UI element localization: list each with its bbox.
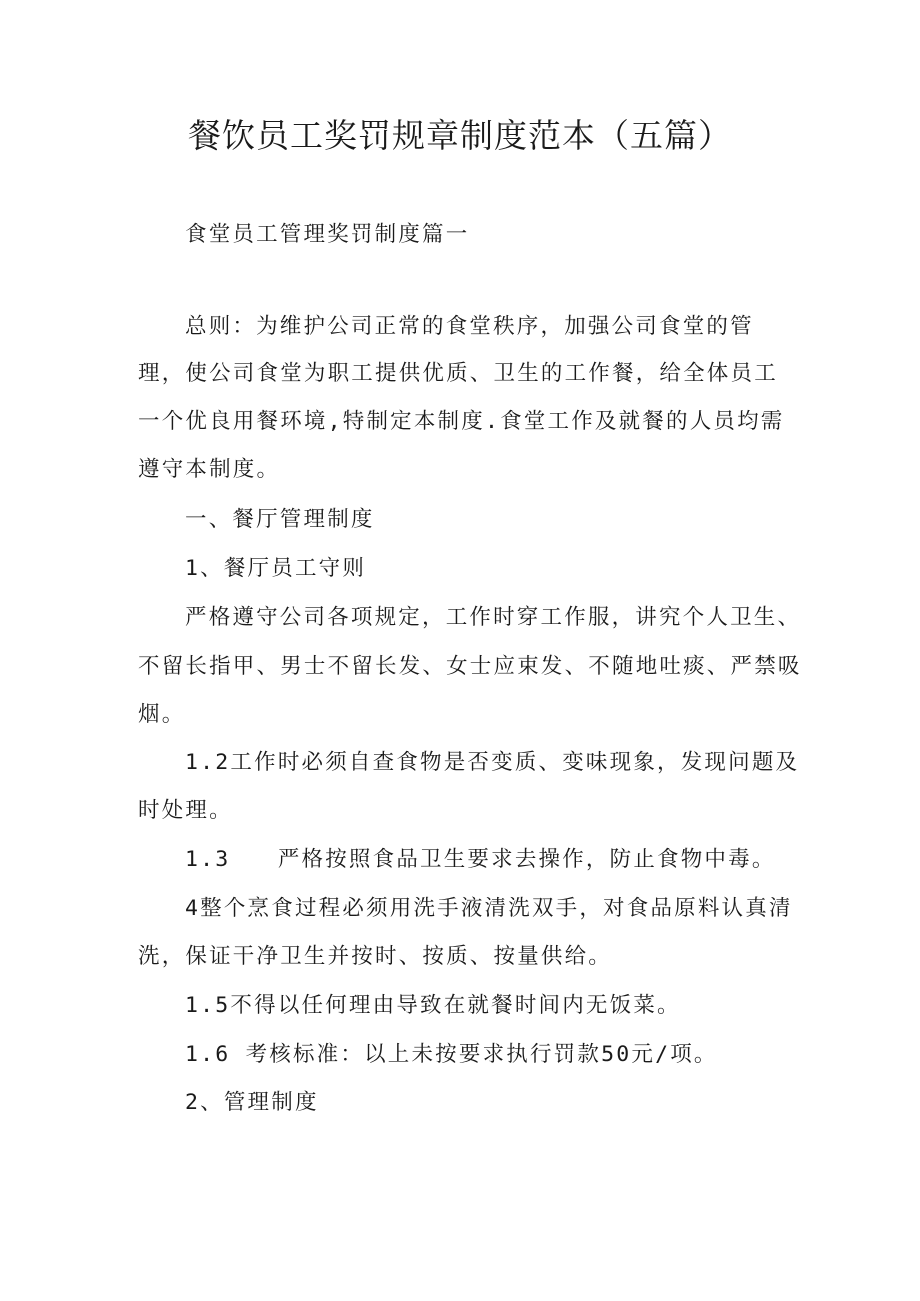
paragraph-line: 1.6 考核标准：以上未按要求执行罚款50元/项。	[185, 1042, 718, 1067]
paragraph-line: 理，使公司食堂为职工提供优质、卫生的工作餐，给全体员工	[138, 361, 778, 386]
paragraph-line: 遵守本制度。	[138, 457, 281, 482]
paragraph-line: 烟。	[138, 702, 186, 727]
paragraph-line: 4整个烹食过程必须用洗手液清洗双手，对食品原料认真清	[185, 896, 793, 921]
paragraph-line: 时处理。	[138, 798, 233, 823]
document-title: 餐饮员工奖罚规章制度范本（五篇）	[188, 116, 732, 155]
paragraph-line: 不留长指甲、男士不留长发、女士应束发、不随地吐痰、严禁吸	[138, 654, 802, 679]
paragraph-line: 1.3 严格按照食品卫生要求去操作，防止食物中毒。	[185, 847, 776, 872]
paragraph-line: 严格遵守公司各项规定，工作时穿工作服，讲究个人卫生、	[185, 605, 802, 630]
subsection-heading: 1、餐厅员工守则	[185, 556, 367, 581]
paragraph-line: 洗，保证干净卫生并按时、按质、按量供给。	[138, 944, 613, 969]
paragraph-line: 1.5不得以任何理由导致在就餐时间内无饭菜。	[185, 993, 681, 1018]
paragraph-line: 总则：为维护公司正常的食堂秩序，加强公司食堂的管	[185, 314, 754, 339]
section-heading: 食堂员工管理奖罚制度篇一	[185, 222, 470, 247]
paragraph-line: 1.2工作时必须自查食物是否变质、变味现象，发现问题及	[185, 750, 800, 775]
section-heading: 一、餐厅管理制度	[185, 507, 375, 532]
subsection-heading: 2、管理制度	[185, 1090, 319, 1115]
paragraph-line: 一个优良用餐环境,特制定本制度.食堂工作及就餐的人员均需	[138, 409, 785, 434]
